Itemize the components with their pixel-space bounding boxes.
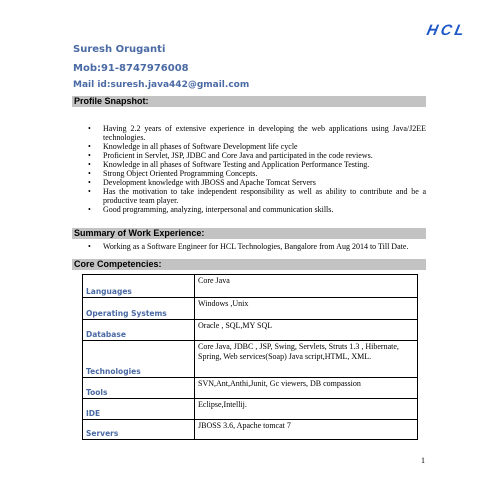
list-item: • Having 2.2 years of extensive experience in developing the web applications using Java/J2EE technologies. (86, 124, 426, 142)
competency-label: Technologies (83, 341, 195, 378)
table-row (83, 320, 418, 341)
list-item: • Knowledge in all phases of Software Testing and Application Performance Testing. (86, 160, 426, 169)
competency-label: Servers (83, 420, 195, 440)
table-row (83, 420, 418, 440)
competencies-table (82, 274, 418, 440)
list-item: • Has the motivation to take independent responsibility as well as ability to contribute and be a productive team player. (86, 187, 426, 205)
core-competencies-heading: Core Competencies: (72, 259, 426, 270)
candidate-name: Suresh Oruganti (73, 44, 166, 55)
competency-value: JBOSS 3.6, Apache tomcat 7 (195, 420, 418, 440)
competency-value: Windows ,Unix (195, 298, 418, 320)
work-experience-heading: Summary of Work Experience: (72, 228, 426, 239)
list-item: • Knowledge in all phases of Software Development life cycle (86, 142, 426, 151)
competency-value: Core Java, JDBC , JSP, Swing, Servlets, Struts 1.3 , Hibernate, Spring, Web services(Soap) Java script,HTML, XML. (195, 341, 418, 378)
profile-list (86, 124, 426, 214)
list-item: • Working as a Software Engineer for HCL Technologies, Bangalore from Aug 2014 to Till Date. (86, 242, 426, 251)
table-row (83, 378, 418, 399)
list-item: • Development knowledge with JBOSS and Apache Tomcat Servers (86, 178, 426, 187)
table-row (83, 275, 418, 298)
table-row (83, 341, 418, 378)
table-row (83, 399, 418, 420)
competency-value: Core Java (195, 275, 418, 298)
competency-label: Database (83, 320, 195, 341)
competency-label: Languages (83, 275, 195, 298)
competency-value: SVN,Ant,Anthi,Junit, Gc viewers, DB compassion (195, 378, 418, 399)
mobile-number: Mob:91-8747976008 (73, 63, 189, 74)
profile-snapshot-heading: Profile Snapshot: (72, 96, 426, 107)
email-address: Mail id:suresh.java442@gmail.com (73, 80, 250, 90)
list-item: • Proficient in Servlet, JSP, JDBC and Core Java and participated in the code reviews. (86, 151, 426, 160)
competency-label: IDE (83, 399, 195, 420)
competency-value: Eclipse,Intellij. (195, 399, 418, 420)
hcl-logo: HCL (425, 22, 469, 39)
page-number: 1 (421, 456, 425, 465)
work-list (86, 242, 426, 251)
list-item: • Strong Object Oriented Programming Concepts. (86, 169, 426, 178)
competency-value: Oracle , SQL,MY SQL (195, 320, 418, 341)
list-item: • Good programming, analyzing, interpersonal and communication skills. (86, 205, 426, 214)
competency-label: Tools (83, 378, 195, 399)
table-row (83, 298, 418, 320)
competency-label: Operating Systems (83, 298, 195, 320)
